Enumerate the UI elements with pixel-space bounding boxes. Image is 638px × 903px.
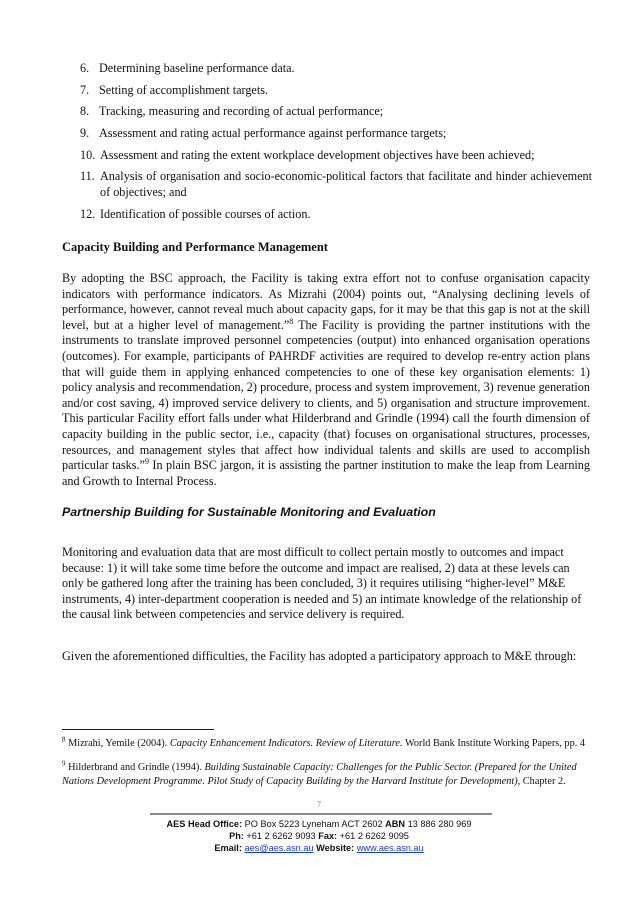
footer-phone-line (0, 830, 638, 842)
list-item (80, 148, 592, 164)
page-number: 7 (317, 800, 321, 809)
fax-label: Fax: (318, 831, 338, 841)
footnote-text: Mizrahi, Yemile (2004). (65, 738, 170, 749)
list-text: Determining baseline performance data. (99, 61, 295, 75)
list-item (80, 83, 592, 99)
list-item (80, 104, 592, 120)
list-text: Assessment and rating actual performance against performance targets; (99, 126, 447, 141)
abn-value: 13 886 280 969 (405, 819, 472, 829)
list-text: Assessment and rating the extent workplace development objectives have been achieved; (100, 147, 535, 162)
footer-office-line (0, 818, 638, 830)
list-item (80, 169, 592, 200)
footer-contact-line (0, 842, 638, 854)
list-number: 9. (80, 126, 90, 141)
list-number: 12. (80, 206, 96, 221)
email-link[interactable]: aes@aes.asn.au (244, 843, 314, 853)
footnote-divider (62, 729, 214, 730)
email-label: Email: (214, 843, 242, 853)
footnote-text: Chapter 2. (520, 776, 566, 787)
capacity-building-paragraph (62, 271, 590, 489)
website-link[interactable]: www.aes.asn.au (356, 843, 424, 853)
list-number: 11. (80, 169, 95, 184)
office-label: AES Head Office: (166, 819, 243, 829)
footnote-9 (62, 761, 592, 789)
footnote-number: 9 (62, 759, 66, 768)
abn-label: ABN (385, 819, 406, 829)
list-item (80, 207, 592, 223)
footnote-title: Building Sustainable Capacity: Challenges for the Public Sector. (Prepared for the United Nations Development Programme. Pilot Study of Capacity Building by the Harvard Institute for Development), (62, 762, 577, 787)
footnote-text: World Bank Institute Working Papers, pp. 4 (402, 738, 586, 749)
footer-divider (150, 813, 492, 815)
footnote-ref-9[interactable]: 9 (144, 457, 149, 467)
phone-value: +61 2 6262 9093 (243, 831, 319, 841)
website-label: Website: (313, 843, 355, 853)
approach-paragraph: Given the aforementioned difficulties, the Facility has adopted a participatory approach to M&E through: (62, 649, 577, 663)
list-number: 10. (80, 147, 96, 162)
list-text: Tracking, measuring and recording of actual performance; (99, 104, 384, 119)
list-text: Analysis of organisation and socio-economic-political factors that facilitate and hinder achievement of objectives; and (100, 169, 592, 199)
office-address: PO Box 5223 Lyneham ACT 2602 (242, 819, 386, 829)
paragraph-text: In plain BSC jargon, it is assisting the partner institution to make the leap from Learning and Growth to Internal Process. (62, 458, 590, 488)
list-number: 8. (80, 104, 90, 119)
section-heading-capacity-building: Capacity Building and Performance Management (62, 240, 328, 254)
list-number: 7. (80, 82, 90, 97)
monitoring-paragraph: Monitoring and evaluation data that are most difficult to collect pertain mostly to outcomes and impact because: 1) it will take some time before the outcome and impact are realised, 2) data at these levels can only be gathered long after the training has been concluded, 3) it requires utilising “higher-level” M&E instruments, 4) inter-department cooperation is needed and 5) an intimate knowledge of the relationship of the causal link between competencies and service delivery is required. (62, 545, 582, 622)
paragraph-text: The Facility is providing the partner institutions with the instruments to translate improved personnel competencies (output) into enhanced organisation operations (outcomes). For example, participants of PAHRDF activities are required to develop re-entry action plans that will guide them in applying enhanced competencies to one of these key organisation elements: 1) policy analysis and recommendation, 2) procedure, process and system improvement, 3) revenue generation and/or cost saving, 4) improved service delivery to clients, and 5) organisation and structure improvement. This particular Facility effort falls under what Hilderbrand and Grindle (1994) call the fourth dimension of capacity building in the public sector, i.e., capacity (that) focuses on organisational structures, processes, resources, and management styles that affect how individual talents and skills are used to accomplish particular tasks.” (62, 317, 590, 473)
fax-value: +61 2 6262 9095 (337, 831, 409, 841)
list-item (80, 61, 592, 77)
phone-label: Ph: (229, 831, 244, 841)
numbered-list (80, 61, 592, 228)
list-number: 6. (80, 61, 90, 75)
footnote-title: Capacity Enhancement Indicators. Review of Literature. (169, 738, 403, 749)
footnote-8 (62, 737, 592, 751)
footnote-text: Hilderbrand and Grindle (1994). (65, 762, 205, 773)
footnote-number: 8 (62, 735, 66, 744)
footnote-ref-8[interactable]: 8 (289, 316, 294, 326)
section-heading-partnership-building: Partnership Building for Sustainable Monitoring and Evaluation (62, 505, 436, 519)
list-text: Identification of possible courses of action. (100, 206, 311, 221)
paragraph-text: By adopting the BSC approach, the Facility is taking extra effort not to confuse organisation capacity indicators with performance indicators. As Mizrahi (2004) points out, “Analysing declining levels of performance, however, cannot reveal much about capacity gaps, for it may be that this gap is not at the skill level, but at a higher level of management.” (62, 271, 590, 332)
list-item (80, 126, 592, 142)
list-text: Setting of accomplishment targets. (99, 82, 269, 97)
